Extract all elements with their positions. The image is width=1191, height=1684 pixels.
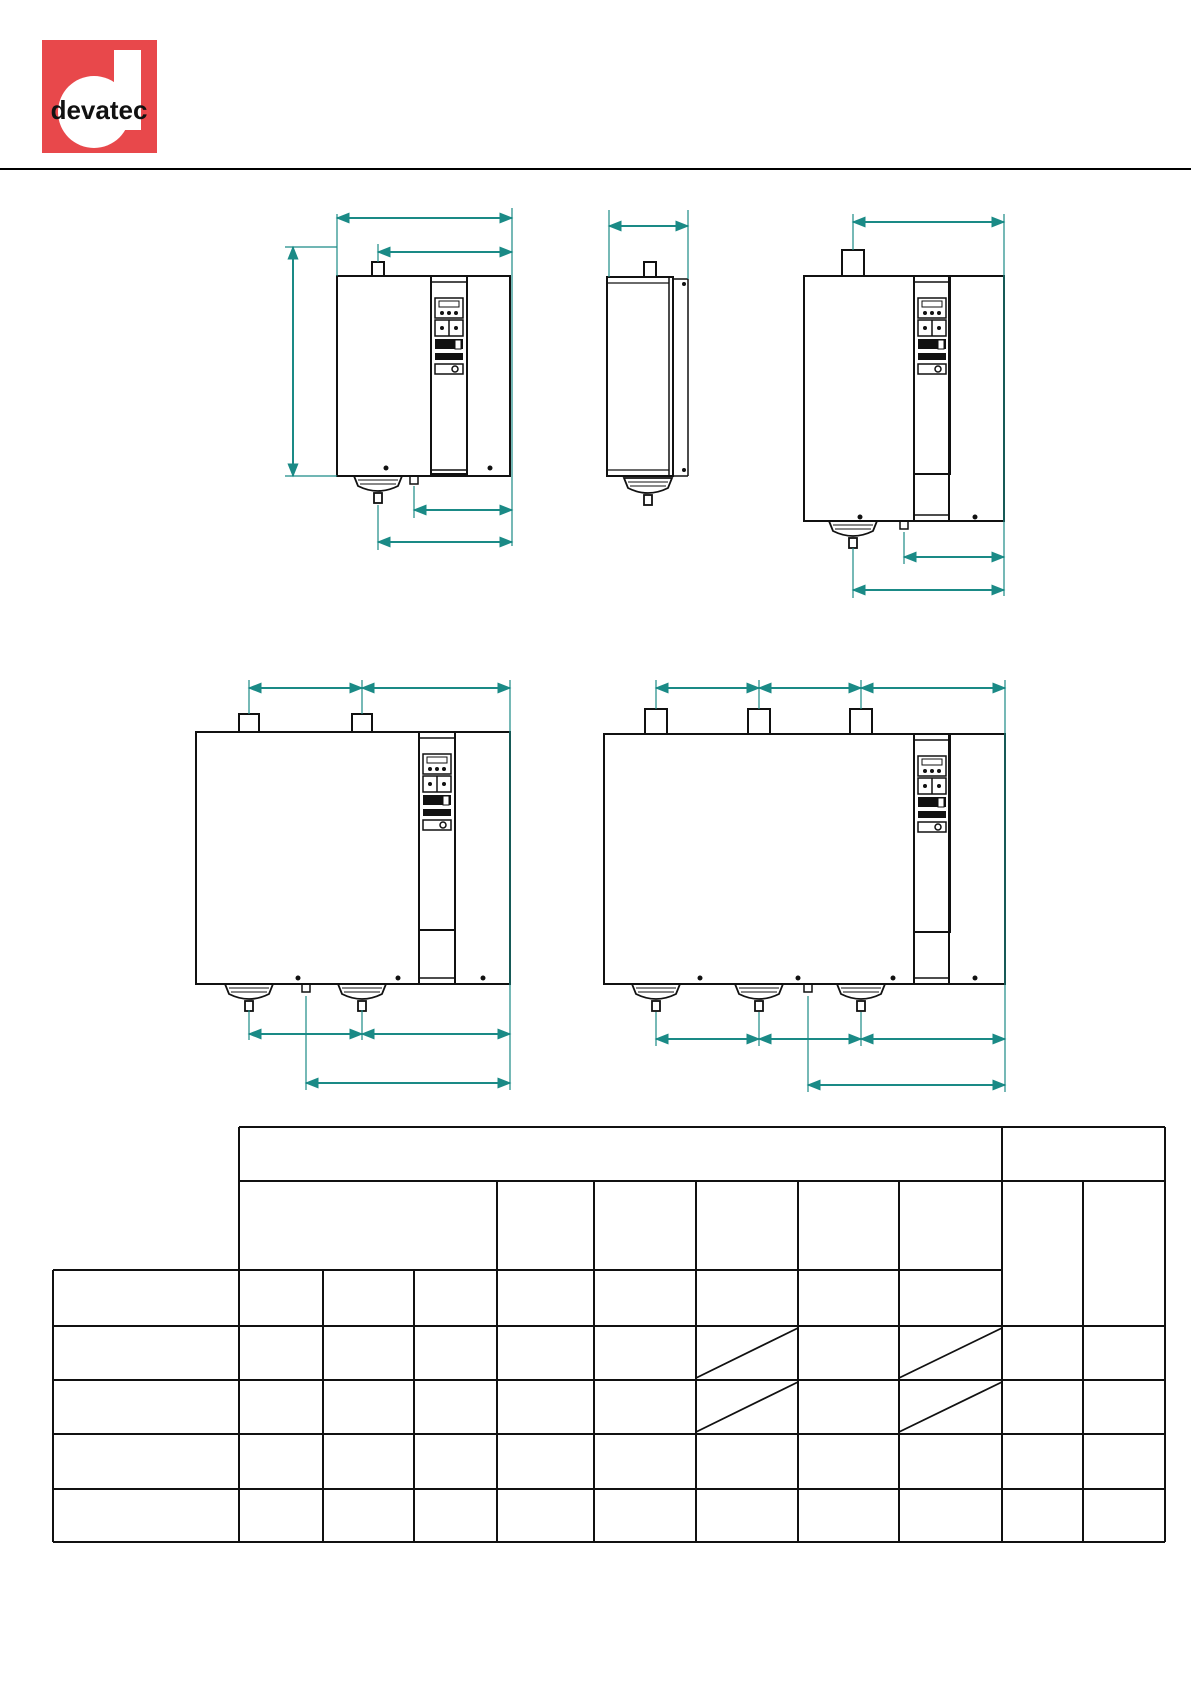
logo-wordmark: devatec xyxy=(50,95,148,125)
front-view-double-cylinder xyxy=(196,680,510,1090)
front-view-single-cylinder-large xyxy=(804,214,1004,598)
front-view-single-cylinder xyxy=(285,208,512,550)
side-view-single-cylinder xyxy=(607,210,688,505)
front-view-triple-cylinder xyxy=(604,680,1005,1092)
